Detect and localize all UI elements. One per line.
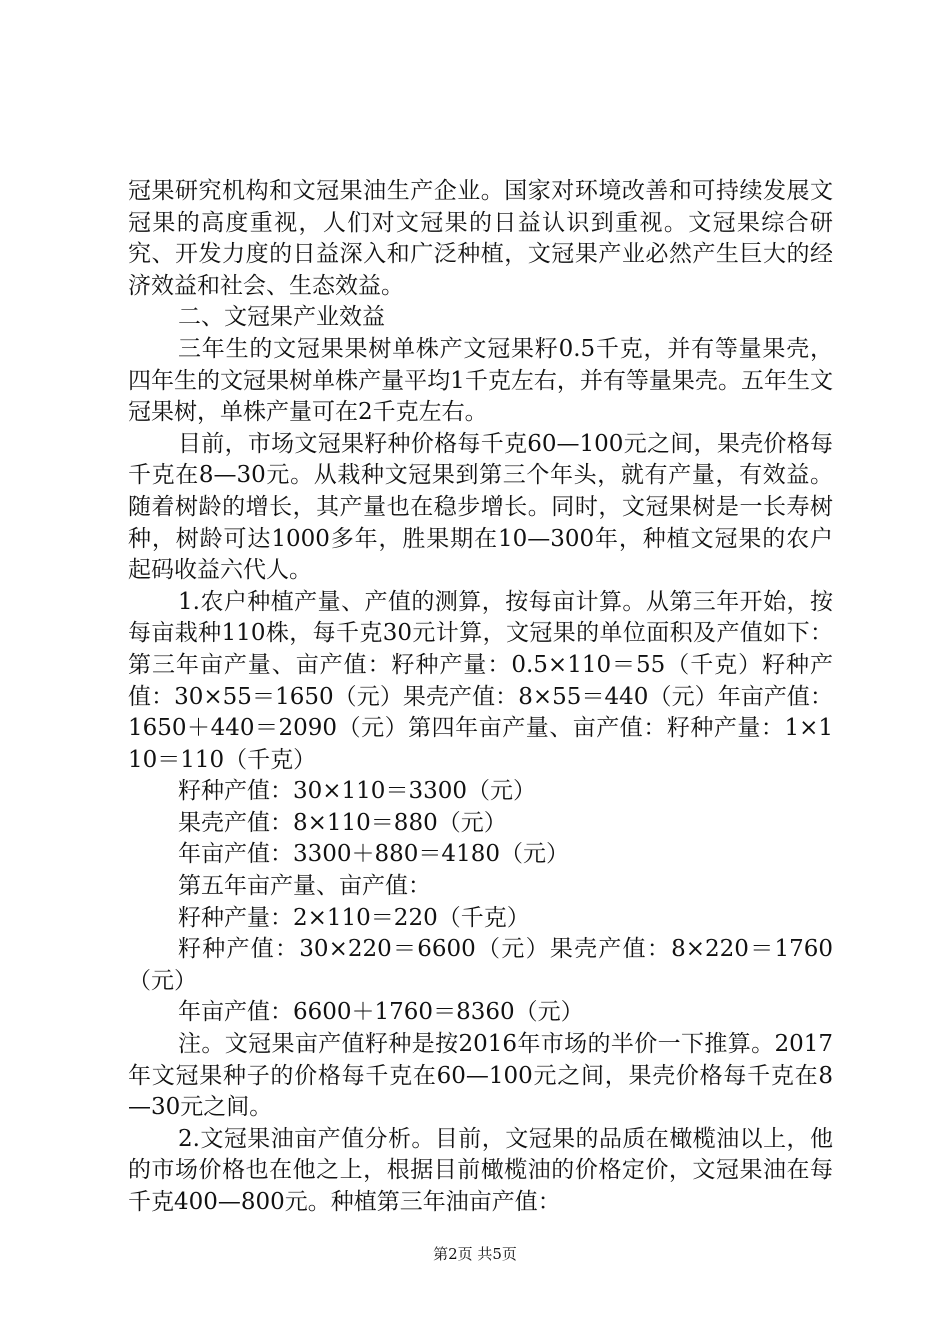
line-seed-shell-value-year5: 籽种产值：30×220＝6600（元）果壳产值：8×220＝1760（元） xyxy=(128,936,833,994)
line-annual-value-year5: 年亩产值：6600＋1760＝8360（元） xyxy=(178,999,584,1026)
line-seed-yield-year5: 籽种产量：2×110＝220（千克） xyxy=(178,904,530,931)
paragraph-oil-value: 2.文冠果油亩产值分析。目前，文冠果的品质在橄榄油以上，他的市场价格也在他之上，根据目前橄榄油的价格定价，文冠果油在每千克400—800元。种植第三年油亩产值： xyxy=(128,1125,833,1215)
line-annual-value-year4: 年亩产值：3300＋880＝4180（元） xyxy=(178,841,569,868)
paragraph-intro: 冠果研究机构和文冠果油生产企业。国家对环境改善和可持续发展文冠果的高度重视，人们对文冠果的日益认识到重视。文冠果综合研究、开发力度的日益深入和广泛种植，文冠果产业必然产生巨大的经济效益和社会、生态效益。 xyxy=(128,178,833,299)
paragraph-yield-per-tree: 三年生的文冠果果树单株产文冠果籽0.5千克，并有等量果壳，四年生的文冠果树单株产量平均1千克左右，并有等量果壳。五年生文冠果树，单株产量可在2千克左右。 xyxy=(128,335,833,426)
line-year5-heading: 第五年亩产量、亩产值： xyxy=(178,873,431,900)
page-footer: 第2页 共5页 xyxy=(433,1245,517,1263)
paragraph-yield-calculation: 1.农户种植产量、产值的测算，按每亩计算。从第三年开始，按每亩栽种110株，每千克30元计算，文冠果的单位面积及产值如下：第三年亩产量、亩产值：籽种产量：0.5×110＝55（千克）籽种产值：30×55＝1650（元）果壳产值：8×55＝440（元）年亩产值：1650＋440＝2090（元）第四年亩产量、亩产值：籽种产量：1×110＝110（千克） xyxy=(128,588,833,773)
paragraph-note: 注。文冠果亩产值籽种是按2016年市场的半价一下推算。2017年文冠果种子的价格每千克在60—100元之间，果壳价格每千克在8—30元之间。 xyxy=(128,1031,833,1121)
line-shell-value-year4: 果壳产值：8×110＝880（元） xyxy=(178,809,507,836)
section-heading-industry-benefits: 二、文冠果产业效益 xyxy=(178,304,385,331)
line-seed-value-year4: 籽种产值：30×110＝3300（元） xyxy=(178,778,536,805)
document-body xyxy=(128,176,833,1219)
paragraph-market-price: 目前，市场文冠果籽种价格每千克60—100元之间，果壳价格每千克在8—30元。从栽种文冠果到第三个年头，就有产量，有效益。随着树龄的增长，其产量也在稳步增长。同时，文冠果树是一长寿树种，树龄可达1000多年，胜果期在10—300年，种植文冠果的农户起码收益六代人。 xyxy=(128,430,833,584)
